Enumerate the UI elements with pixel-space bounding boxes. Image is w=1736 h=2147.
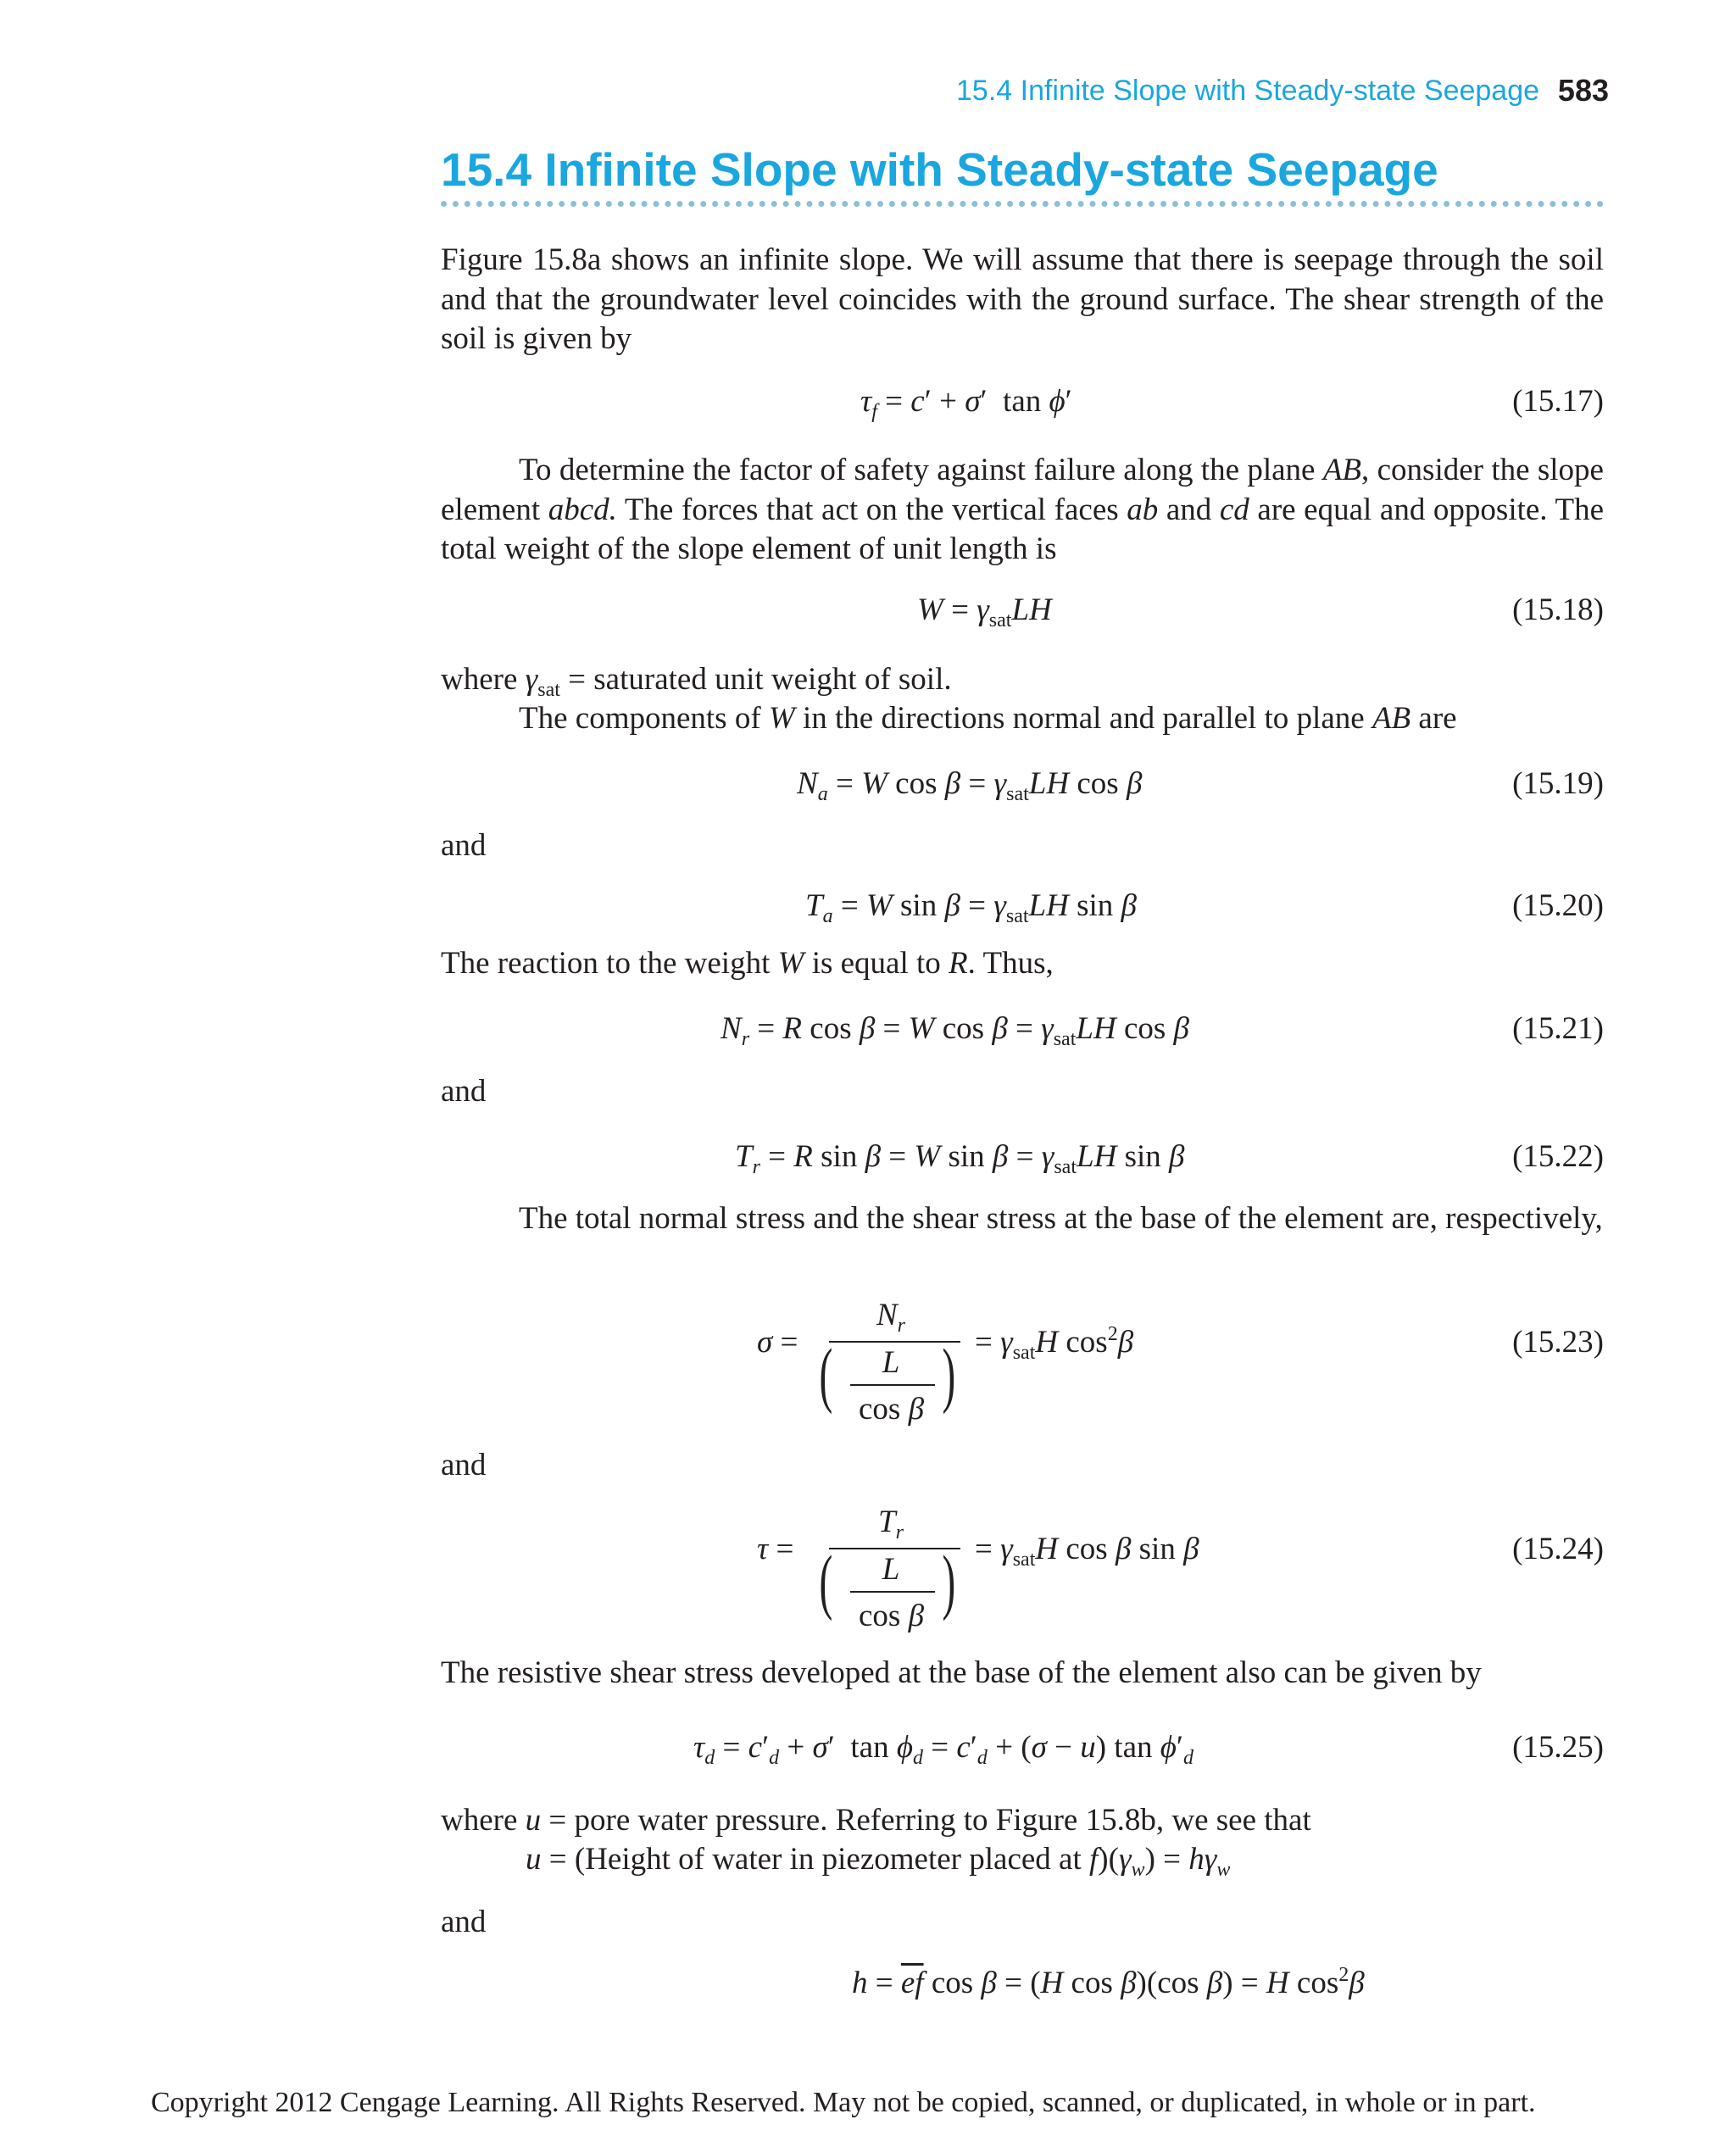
components-text: The components of W in the directions normal and parallel to plane AB are bbox=[519, 701, 1457, 736]
page-number: 583 bbox=[1557, 73, 1609, 108]
equation-number: (15.21) bbox=[1512, 1011, 1604, 1046]
equation-number: (15.22) bbox=[1512, 1139, 1604, 1174]
section-divider bbox=[441, 201, 1604, 207]
reaction-text: The reaction to the weight W is equal to R. Thus, bbox=[441, 946, 1054, 981]
equation-number: (15.18) bbox=[1512, 592, 1604, 627]
connector-and: and bbox=[441, 1905, 487, 1939]
equation-number: (15.17) bbox=[1512, 384, 1604, 419]
equation-number: (15.24) bbox=[1512, 1532, 1604, 1566]
connector-and: and bbox=[441, 828, 487, 863]
connector-and: and bbox=[441, 1074, 487, 1109]
equation-number: (15.20) bbox=[1512, 888, 1604, 923]
equation-15-17: $\tau_f = c' + \sigma'$ tan ϕ′ bbox=[860, 384, 1072, 423]
equation-15-21: $N_r = R$ cos β = W $\cos \beta = \gamma_{sat}LH$ cos β bbox=[721, 1011, 1189, 1050]
running-header-title: 15.4 Infinite Slope with Steady-state Seepage bbox=[956, 75, 1540, 107]
equation-number: (15.19) bbox=[1512, 766, 1604, 801]
equation-h: $h = \overline{ef}$ cos β = (H cos β)(cos β) = H $\cos^2\beta$ bbox=[852, 1964, 1365, 2000]
equation-15-22: $T_r = R$ sin β = W $\sin \beta = \gamma_{sat}LH$ sin β bbox=[735, 1139, 1185, 1178]
definition-pore-pressure: where u = pore water pressure. Referring to Figure 15.8b, we see that bbox=[441, 1803, 1311, 1838]
section-title: 15.4 Infinite Slope with Steady-state Seepage bbox=[441, 143, 1438, 196]
paragraph-factor-of-safety: To determine the factor of safety against failure along the plane AB, consider the slope element abcd. The forces that act on the vertical faces ab and cd are equal and opposite. The total weight of the slope element of unit length is bbox=[441, 453, 1604, 566]
resistive-stress-text: The resistive shear stress developed at the base of the element also can be given by bbox=[441, 1655, 1482, 1690]
equation-number: (15.23) bbox=[1512, 1325, 1604, 1360]
paragraph-intro: Figure 15.8a shows an infinite slope. We will assume that there is seepage through the soil and that the groundwater level coincides with the ground surface. The shear strength of the soil is given by bbox=[441, 242, 1604, 356]
paragraph-stresses: The total normal stress and the shear stress at the base of the element are, respectively, bbox=[519, 1201, 1603, 1236]
equation-number: (15.25) bbox=[1512, 1730, 1604, 1765]
equation-15-25: $\tau_d = c'_d + \sigma'$ $\tan \phi_d = c'_d + (\sigma - u)$ $\tan \phi'_d$ bbox=[693, 1730, 1194, 1769]
connector-and: and bbox=[441, 1448, 487, 1482]
equation-15-18: $W = \gamma_{sat}LH$ bbox=[917, 592, 1052, 631]
copyright-footer: Copyright 2012 Cengage Learning. All Rights Reserved. May not be copied, scanned, or duplicated, in whole or in part. bbox=[151, 2087, 1536, 2118]
definition-gamma-sat: where $\gamma_{sat}$ = saturated unit weight of soil. bbox=[441, 662, 952, 701]
equation-15-20: $T_a = W$ $\sin \beta = \gamma_{sat}LH$ sin β bbox=[805, 888, 1137, 927]
pore-pressure-equation: u = (Height of water in piezometer placed at $f)(\gamma_w) = h\gamma_w$ bbox=[526, 1842, 1231, 1881]
equation-15-19: $N_a = W$ $\cos \beta = \gamma_{sat}LH$ cos β bbox=[797, 766, 1143, 805]
